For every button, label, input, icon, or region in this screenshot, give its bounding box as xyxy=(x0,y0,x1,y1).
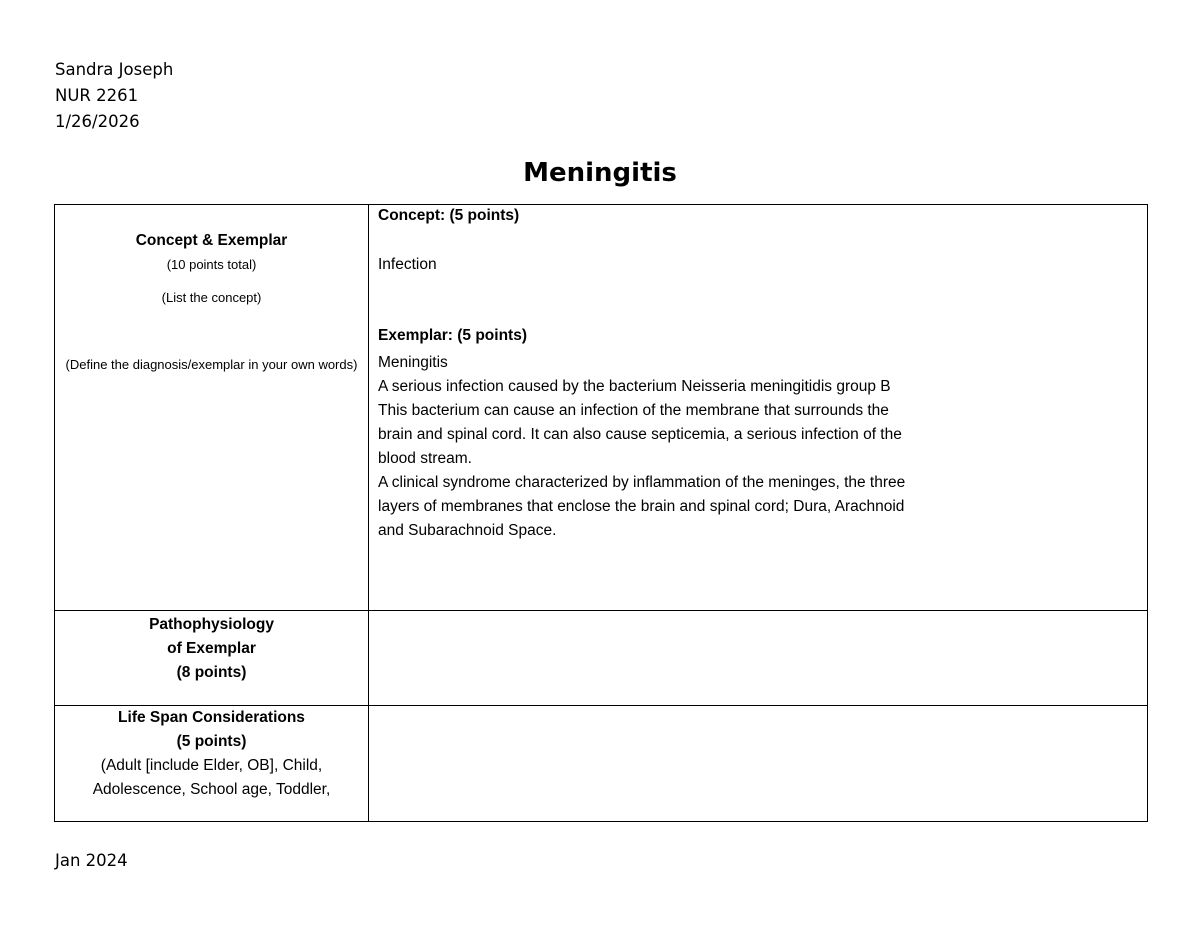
pathophysiology-points: (8 points) xyxy=(176,664,247,681)
exemplar-line: blood stream. xyxy=(378,450,472,467)
concept-label: Concept: (5 points) xyxy=(378,207,520,224)
exemplar-line: This bacterium can cause an infection of the membrane that surrounds the xyxy=(378,402,889,419)
pathophysiology-subheading: of Exemplar xyxy=(167,640,256,657)
pathophysiology-label-cell xyxy=(55,611,369,706)
exemplar-body xyxy=(378,351,968,543)
life-span-label-cell xyxy=(55,706,369,822)
exemplar-line: A clinical syndrome characterized by inflammation of the meninges, the three xyxy=(378,474,906,491)
concept-exemplar-heading: Concept & Exemplar xyxy=(135,232,288,249)
page-footer: Jan 2024 xyxy=(55,851,128,870)
life-span-hint-line: (Adult [include Elder, OB], Child, xyxy=(100,757,323,774)
exemplar-line: and Subarachnoid Space. xyxy=(378,522,557,539)
define-exemplar-hint: (Define the diagnosis/exemplar in your own words) xyxy=(65,357,358,372)
concept-exemplar-row xyxy=(55,205,1148,611)
concept-exemplar-label-cell xyxy=(55,205,369,611)
pathophysiology-heading: Pathophysiology xyxy=(149,616,274,633)
life-span-hint-line: Adolescence, School age, Toddler, xyxy=(92,781,331,798)
list-concept-hint: (List the concept) xyxy=(161,290,262,305)
exemplar-line: A serious infection caused by the bacterium Neisseria meningitidis group B xyxy=(378,378,891,395)
pathophysiology-content-cell[interactable] xyxy=(369,611,1148,706)
concept-exemplar-content-cell[interactable] xyxy=(369,205,1148,611)
life-span-heading: Life Span Considerations xyxy=(118,709,305,726)
concept-value: Infection xyxy=(378,256,437,273)
exemplar-label: Exemplar: (5 points) xyxy=(378,327,527,344)
page-title: Meningitis xyxy=(523,158,677,188)
document-date: 1/26/2026 xyxy=(55,112,140,131)
life-span-points: (5 points) xyxy=(176,733,247,750)
life-span-content-cell[interactable] xyxy=(369,706,1148,822)
concept-map-table xyxy=(54,204,1148,822)
pathophysiology-row xyxy=(55,611,1148,706)
exemplar-line: layers of membranes that enclose the brain and spinal cord; Dura, Arachnoid xyxy=(378,498,905,515)
concept-exemplar-points: (10 points total) xyxy=(166,257,257,272)
document-header xyxy=(55,57,173,135)
author-name: Sandra Joseph xyxy=(55,60,174,79)
life-span-row xyxy=(55,706,1148,822)
course-code: NUR 2261 xyxy=(55,86,139,105)
exemplar-line: Meningitis xyxy=(378,354,448,371)
exemplar-line: brain and spinal cord. It can also cause septicemia, a serious infection of the xyxy=(378,426,902,443)
